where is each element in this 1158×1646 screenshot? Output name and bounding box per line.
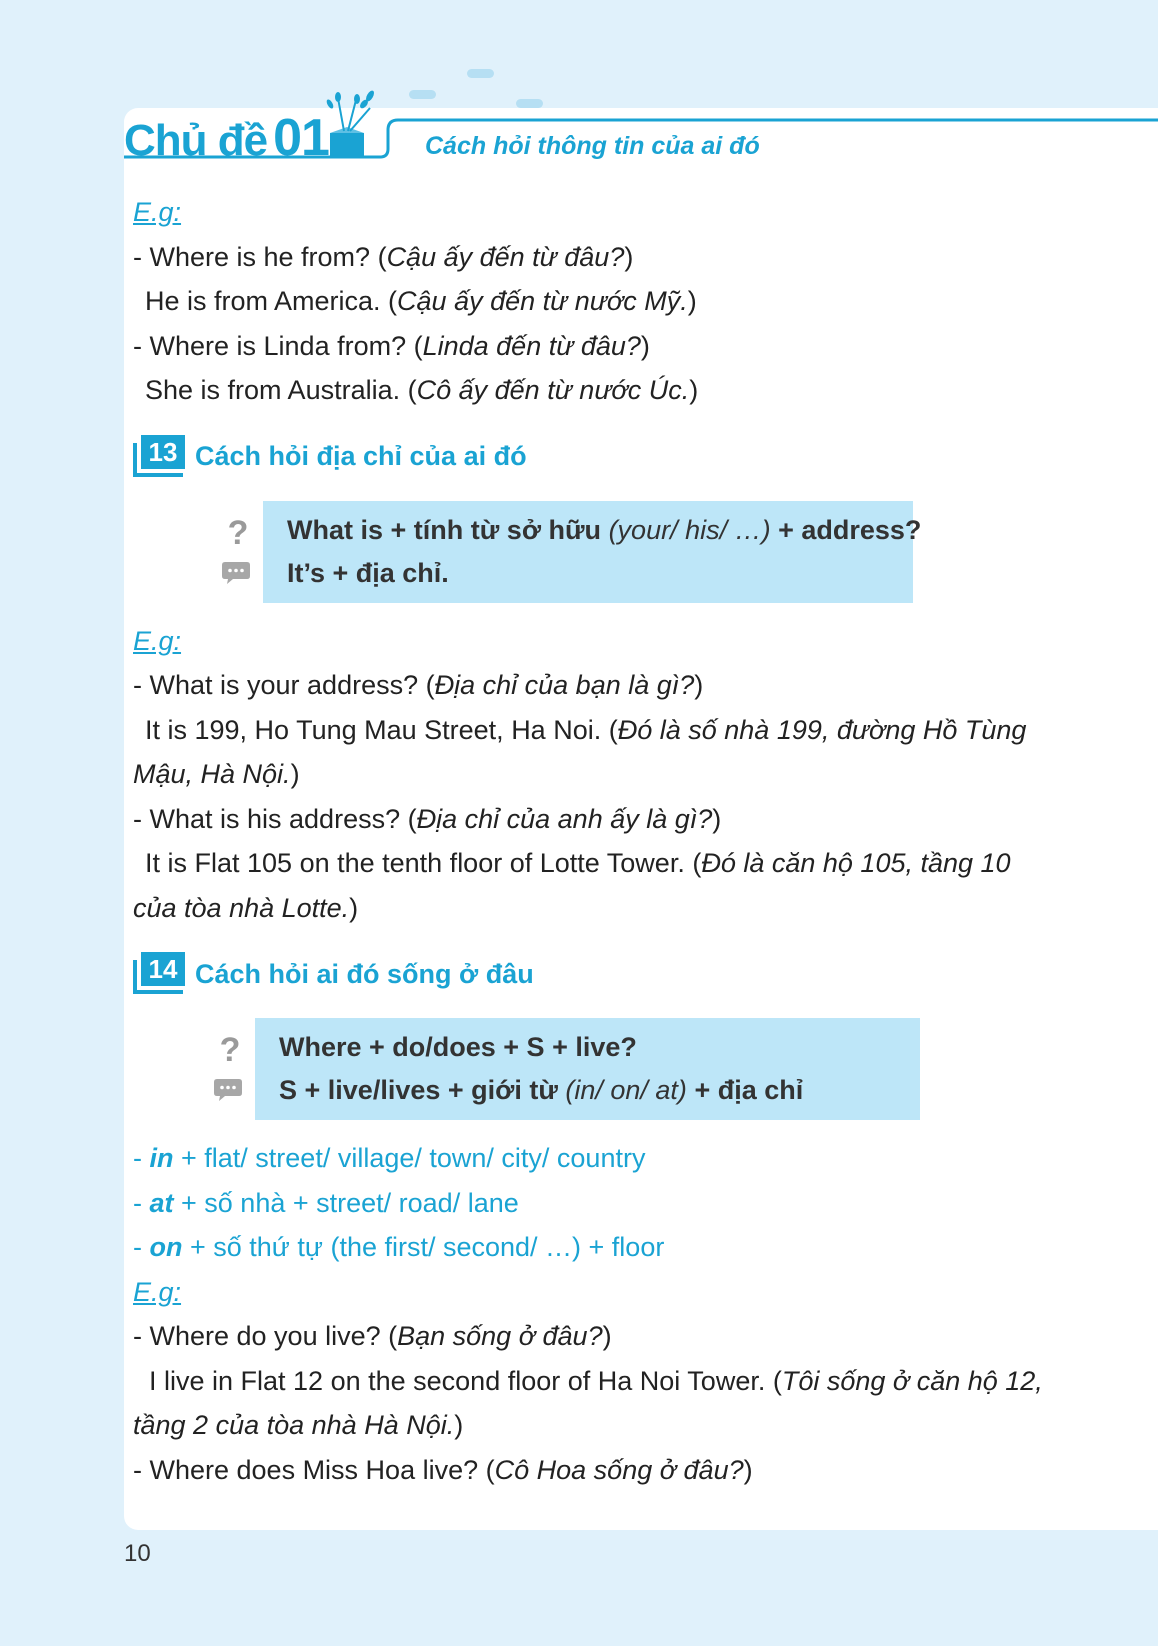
formula-content	[263, 501, 922, 603]
content	[133, 190, 1053, 1492]
example-line: của tòa nhà Lotte.)	[133, 892, 359, 923]
preposition-rule: - in + flat/ street/ village/ town/ city/ country	[133, 1143, 646, 1173]
chapter-title	[124, 108, 329, 168]
speech-bubble-icon	[213, 1076, 243, 1102]
section-title: Cách hỏi ai đó sống ở đâu	[195, 958, 534, 989]
section-number-badge: 14	[133, 952, 189, 996]
chapter-number: 01	[273, 109, 329, 167]
formula-content	[255, 1018, 920, 1120]
eg-label: E.g:	[133, 197, 182, 227]
answer-formula: S + live/lives + giới từ (in/ on/ at) + địa chỉ	[279, 1075, 804, 1105]
question-mark-icon: ?	[227, 513, 249, 552]
formula-box	[133, 501, 1053, 603]
eg-label: E.g:	[133, 625, 182, 656]
question-formula: Where + do/does + S + live?	[279, 1032, 637, 1062]
example-line: - Where do you live? (Bạn sống ở đâu?)	[133, 1321, 612, 1351]
example-line: - Where does Miss Hoa live? (Cô Hoa sống ở đâu?)	[133, 1454, 753, 1485]
chapter-subtitle: Cách hỏi thông tin của ai đó	[425, 132, 760, 160]
eg-label: E.g:	[133, 1276, 182, 1307]
section-title: Cách hỏi địa chỉ của ai đó	[195, 441, 527, 471]
section-14-heading	[133, 950, 1053, 998]
example-line: She is from Australia. (Cô ấy đến từ nước Úc.)	[145, 375, 699, 405]
section-13-heading	[133, 433, 1053, 481]
answer-formula: It’s + địa chỉ.	[287, 557, 449, 588]
question-formula: What is + tính từ sở hữu (your/ his/ …) + address?	[287, 514, 922, 545]
plant-pot-icon	[325, 89, 375, 157]
example-line: He is from America. (Cậu ấy đến từ nước Mỹ.)	[145, 286, 697, 316]
preposition-rule: - on + số thứ tự (the first/ second/ …) + floor	[133, 1232, 665, 1262]
example-line: I live in Flat 12 on the second floor of Ha Noi Tower. (Tôi sống ở căn hộ 12,	[149, 1365, 1043, 1396]
question-mark-icon: ?	[219, 1031, 241, 1069]
example-line: - What is his address? (Địa chỉ của anh ấy là gì?)	[133, 803, 722, 834]
example-line: - Where is he from? (Cậu ấy đến từ đâu?)	[133, 241, 634, 272]
page-number: 10	[124, 1540, 151, 1567]
formula-box	[133, 1018, 1053, 1120]
example-line: Mậu, Hà Nội.)	[133, 759, 300, 789]
example-line: tầng 2 của tòa nhà Hà Nội.)	[133, 1410, 464, 1440]
preposition-rule: - at + số nhà + street/ road/ lane	[133, 1187, 519, 1218]
chapter-label: Chủ đề	[124, 116, 268, 165]
header-decoration	[0, 0, 1158, 200]
example-line: It is Flat 105 on the tenth floor of Lotte Tower. (Đó là căn hộ 105, tầng 10	[145, 848, 1011, 878]
example-line: It is 199, Ho Tung Mau Street, Ha Noi. (Đó là số nhà 199, đường Hồ Tùng	[145, 714, 1027, 745]
section-number-badge: 13	[133, 435, 189, 479]
speech-bubble-icon	[221, 559, 251, 585]
example-line: - Where is Linda from? (Linda đến từ đâu?)	[133, 330, 650, 361]
example-line: - What is your address? (Địa chỉ của bạn là gì?)	[133, 670, 704, 700]
